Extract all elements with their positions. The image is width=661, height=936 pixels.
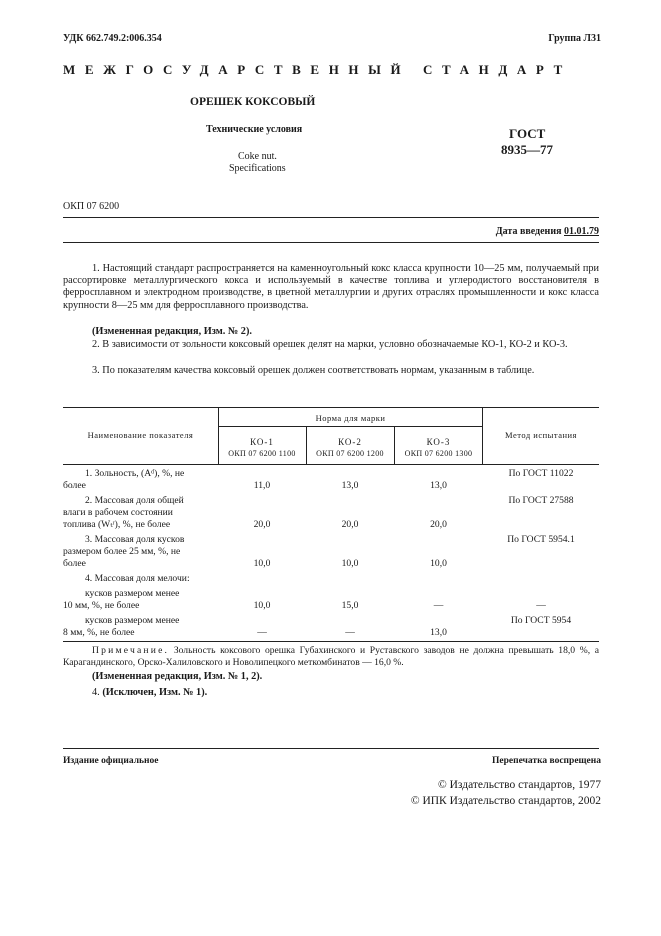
row-value: 10,0 xyxy=(430,558,447,569)
edit-note: (Измененная редакция, Изм. № 1, 2). xyxy=(92,671,263,682)
english-subtitle: Specifications xyxy=(229,163,286,174)
divider xyxy=(63,217,599,218)
row-indicator-cont: более xyxy=(63,480,86,491)
table-bottom-rule xyxy=(63,641,599,642)
row-indicator: 2. Массовая доля общей xyxy=(85,495,184,506)
col-method-header: Метод испытания xyxy=(505,430,577,440)
udk-code: УДК 662.749.2:006.354 xyxy=(63,33,162,44)
row-value: 20,0 xyxy=(253,519,271,530)
row-method: По ГОСТ 11022 xyxy=(508,468,574,479)
row-value: 20,0 xyxy=(341,519,359,530)
grade-okp: ОКП 07 6200 1300 xyxy=(404,449,473,458)
row-indicator-cont: 10 мм, %, не более xyxy=(63,600,140,611)
table-top-rule xyxy=(63,407,599,408)
intro-date xyxy=(496,226,599,237)
paragraph-4-number: 4. xyxy=(92,687,100,698)
group-code: Группа Л31 xyxy=(548,33,601,44)
divider xyxy=(63,242,599,243)
official-edition: Издание официальное xyxy=(63,756,159,766)
row-indicator-cont: 8 мм, %, не более xyxy=(63,627,135,638)
row-indicator: кусков размером менее xyxy=(85,588,180,599)
note-text: Зольность коксового орешка Губахинского и Руставского заводов не должна превышать 18,0 %, а Карагандинского, Орско-Халиловского и Новолипецкого меткомбинатов — 16,0 %. xyxy=(63,645,599,669)
paragraph-1-edit: (Измененная редакция, Изм. № 2). xyxy=(92,326,252,337)
row-value: — xyxy=(345,627,355,638)
table-header-rule xyxy=(63,464,599,465)
copyright-1977: © Издательство стандартов, 1977 xyxy=(437,779,601,791)
english-title: Coke nut. xyxy=(238,151,277,162)
table-norm-rule xyxy=(218,426,483,427)
paragraph-4-text: (Исключен, Изм. № 1). xyxy=(102,687,208,698)
row-value: 15,0 xyxy=(341,600,359,611)
row-value: 13,0 xyxy=(430,627,447,638)
row-value: 13,0 xyxy=(430,480,447,491)
row-value: — xyxy=(433,600,444,611)
row-indicator: кусков размером менее xyxy=(85,615,180,626)
intro-date-value: 01.01.79 xyxy=(564,226,599,237)
intro-date-label: Дата введения xyxy=(495,226,562,237)
col-norm-header: Норма для марки xyxy=(315,413,386,423)
standard-banner: МЕЖГОСУДАРСТВЕННЫЙ СТАНДАРТ xyxy=(63,62,572,77)
row-method: По ГОСТ 5954 xyxy=(510,615,572,626)
document-subtitle: Технические условия xyxy=(206,124,303,135)
row-method: По ГОСТ 5954.1 xyxy=(507,534,575,545)
row-value: 10,0 xyxy=(341,558,359,569)
copyright-2002: © ИПК Издательство стандартов, 2002 xyxy=(410,795,601,807)
row-indicator-cont: размером более 25 мм, %, не xyxy=(63,546,181,557)
row-value: 11,0 xyxy=(253,480,271,491)
row-indicator-cont: топлива (Wₜʳ), %, не более xyxy=(63,519,171,530)
paragraph-3: 3. По показателям качества коксовый орешек должен соответствовать нормам, указанным в таблице. xyxy=(92,365,535,376)
row-method: По ГОСТ 27588 xyxy=(508,495,574,506)
paragraph-4 xyxy=(63,687,599,699)
footer-rule xyxy=(63,748,599,749)
gost-number: 8935—77 xyxy=(501,142,553,157)
grade-name: КО-3 xyxy=(426,437,451,447)
document-title: ОРЕШЕК КОКСОВЫЙ xyxy=(190,96,316,108)
col-indicator-header: Наименование показателя xyxy=(87,430,194,440)
paragraph-2: 2. В зависимости от зольности коксовый орешек делят на марки, условно обозначаемые КО-1, КО-2 и КО-3. xyxy=(92,339,568,350)
row-indicator: 4. Массовая доля мелочи: xyxy=(85,573,190,584)
note-label: Примечание. xyxy=(92,645,170,656)
row-value: 10,0 xyxy=(253,558,271,569)
reprint-notice: Перепечатка воспрещена xyxy=(491,756,601,766)
row-indicator: 1. Зольность, (Aᵈ), %, не xyxy=(85,468,185,479)
grade-okp: ОКП 07 6200 1100 xyxy=(228,449,296,458)
row-value: — xyxy=(257,627,267,638)
grade-okp: ОКП 07 6200 1200 xyxy=(316,449,384,458)
row-method: — xyxy=(536,600,546,611)
row-indicator-cont: более xyxy=(63,558,86,569)
row-indicator: 3. Массовая доля кусков xyxy=(85,534,185,545)
paragraph-1: 1. Настоящий стандарт распространяется на каменноугольный кокс класса крупности 10—25 мм, получаемый при рассортировке металлургического кокса и используемый в качестве топлива и углеродистого восстановителя в ферросплавном и электродном производстве, в цветной металлургии и других отраслях промышленности и кокс класса крупности 8—25 мм для ферросплавного производства. xyxy=(63,263,599,311)
row-indicator-cont: влаги в рабочем состоянии xyxy=(63,507,173,518)
gost-label: ГОСТ xyxy=(509,126,546,141)
row-value: 10,0 xyxy=(253,600,271,611)
row-value: 13,0 xyxy=(341,480,359,491)
grade-name: КО-2 xyxy=(338,437,362,447)
row-value: 20,0 xyxy=(430,519,447,530)
table-note xyxy=(63,645,599,670)
grade-name: КО-1 xyxy=(250,437,274,447)
okp-code: ОКП 07 6200 xyxy=(63,201,120,212)
